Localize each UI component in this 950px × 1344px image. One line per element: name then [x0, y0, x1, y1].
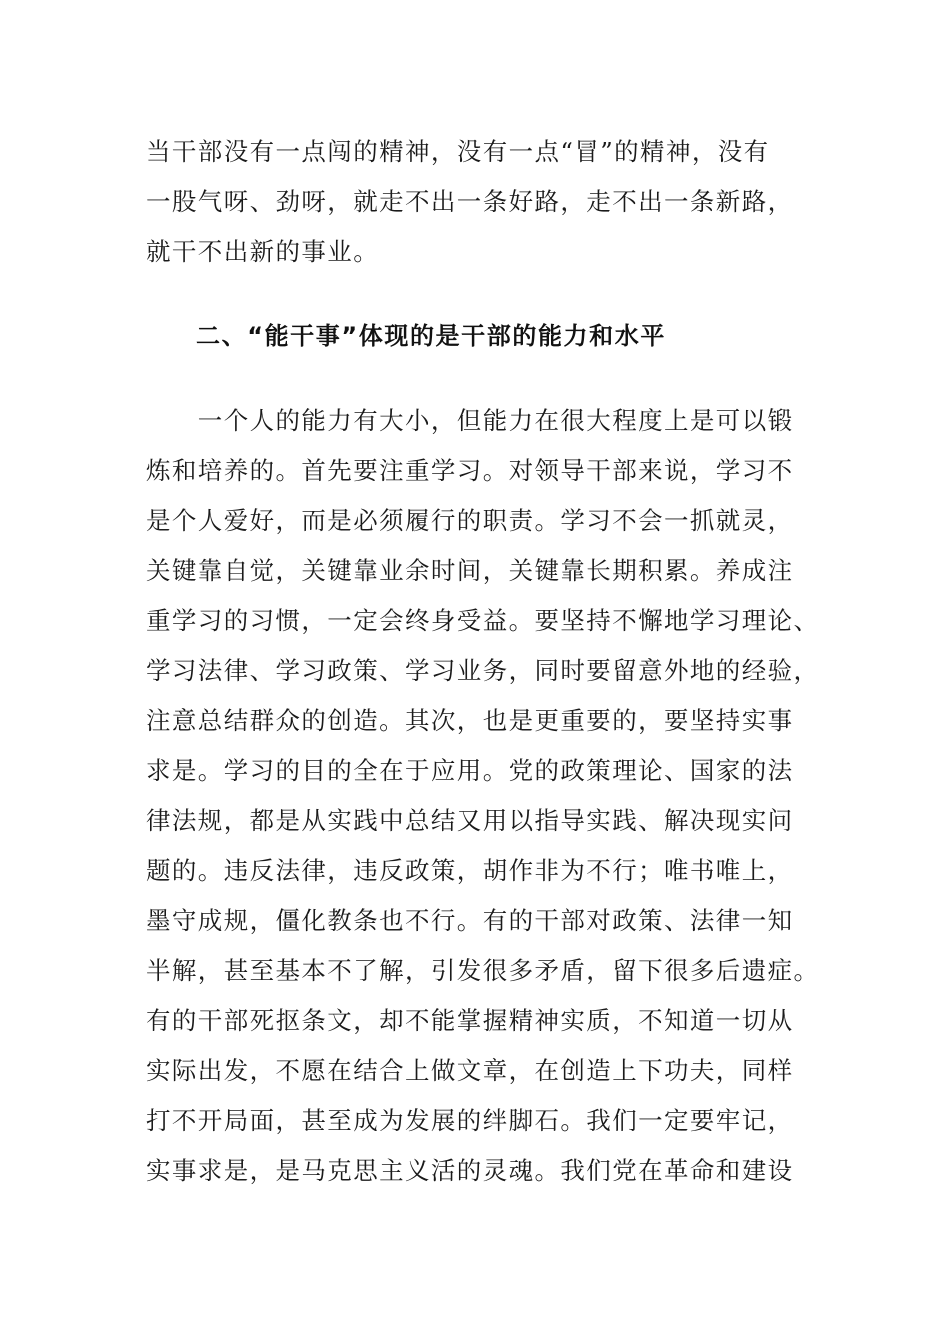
paragraph-line: 一股气呀、劲呀，就走不出一条好路，走不出一条新路，	[146, 187, 794, 216]
paragraph-line: 是个人爱好，而是必须履行的职责。学习不会一抓就灵，	[146, 506, 794, 535]
body-paragraph	[146, 396, 820, 1196]
paragraph-line: 半解，甚至基本不了解，引发很多矛盾，留下很多后遗症。	[146, 956, 820, 985]
paragraph-line: 学习法律、学习政策、学习业务，同时要留意外地的经验，	[146, 656, 820, 685]
paragraph-line: 就干不出新的事业。	[146, 237, 380, 266]
paragraph-line: 关键靠自觉，关键靠业余时间，关键靠长期积累。养成注	[146, 556, 794, 585]
paragraph-line: 实事求是，是马克思主义活的灵魂。我们党在革命和建设	[146, 1156, 794, 1185]
paragraph-line: 实际出发，不愿在结合上做文章，在创造上下功夫，同样	[146, 1056, 794, 1085]
paragraph-line: 墨守成规，僵化教条也不行。有的干部对政策、法律一知	[146, 906, 794, 935]
section-heading: 二、“能干事”体现的是干部的能力和水平	[196, 322, 666, 350]
paragraph-line: 题的。违反法律，违反政策，胡作非为不行；唯书唯上，	[146, 856, 794, 885]
continuation-paragraph	[146, 127, 806, 277]
paragraph-line: 一个人的能力有大小，但能力在很大程度上是可以锻	[146, 406, 794, 435]
paragraph-line: 有的干部死抠条文，却不能掌握精神实质，不知道一切从	[146, 1006, 794, 1035]
paragraph-line: 求是。学习的目的全在于应用。党的政策理论、国家的法	[146, 756, 794, 785]
paragraph-line: 重学习的习惯，一定会终身受益。要坚持不懈地学习理论、	[146, 606, 820, 635]
paragraph-line: 律法规，都是从实践中总结又用以指导实践、解决现实问	[146, 806, 794, 835]
paragraph-line: 炼和培养的。首先要注重学习。对领导干部来说，学习不	[146, 456, 794, 485]
paragraph-line: 打不开局面，甚至成为发展的绊脚石。我们一定要牢记，	[146, 1106, 794, 1135]
paragraph-line: 注意总结群众的创造。其次，也是更重要的，要坚持实事	[146, 706, 794, 735]
paragraph-line: 当干部没有一点闯的精神，没有一点“冒”的精神，没有	[146, 137, 770, 166]
